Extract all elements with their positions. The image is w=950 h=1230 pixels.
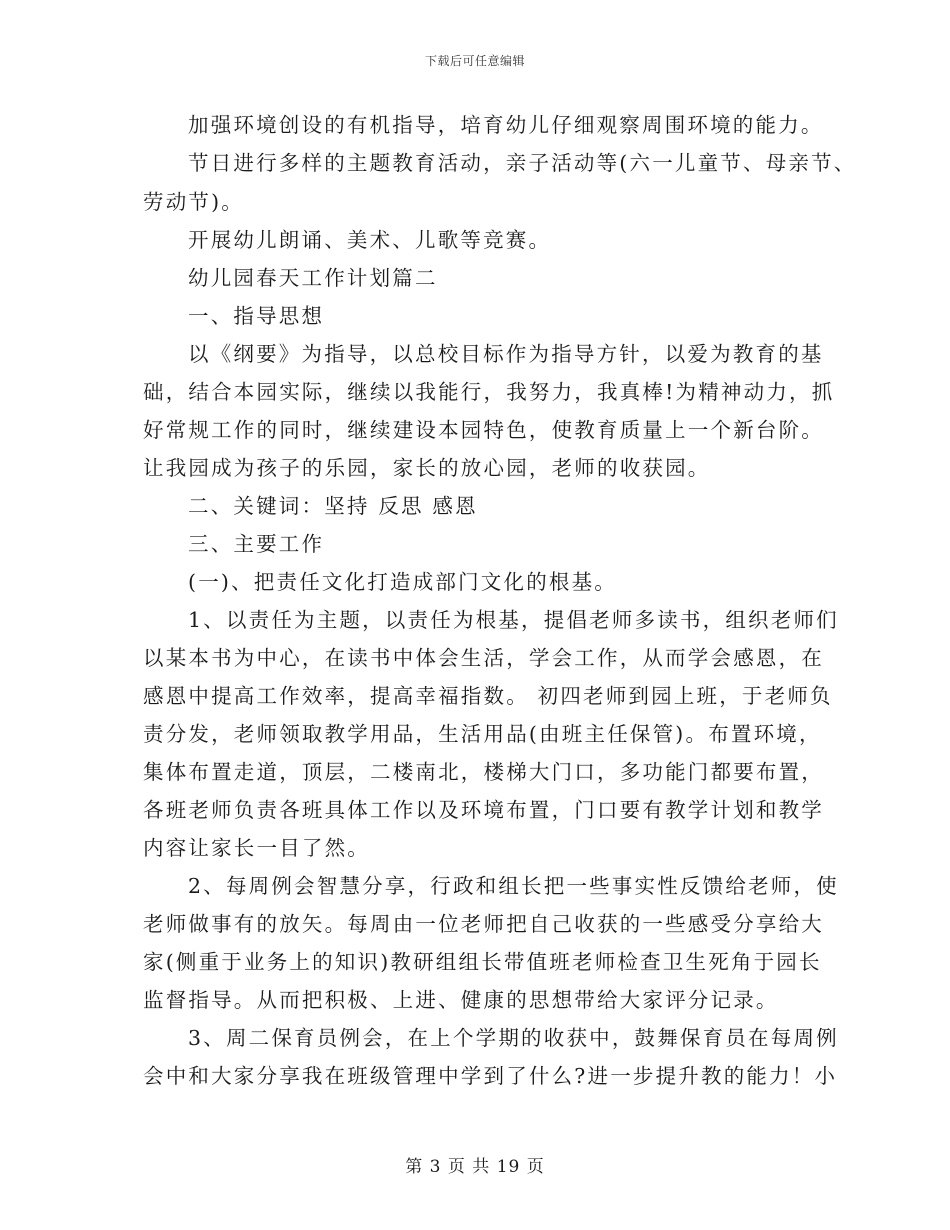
paragraph-line: 责分发，老师领取教学用品，生活用品(由班主任保管)。布置环境，: [143, 722, 822, 746]
page-number-label: 第 3 页 共 19 页: [405, 1157, 545, 1177]
paragraph-line: 2、每周例会智慧分享，行政和组长把一些事实性反馈给老师，使: [188, 874, 839, 898]
paragraph-line: 开展幼儿朗诵、美术、儿歌等竞赛。: [188, 228, 552, 252]
page-header-note: 下载后可任意编辑: [424, 54, 525, 68]
paragraph-line: 感恩中提高工作效率，提高幸福指数。 初四老师到园上班，于老师负: [143, 684, 833, 708]
section-heading: 幼儿园春天工作计划篇二: [188, 266, 438, 290]
paragraph-line: 老师做事有的放矢。每周由一位老师把自己收获的一些感受分享给大: [143, 912, 824, 936]
paragraph-line: 好常规工作的同时，继续建设本园特色，使教育质量上一个新台阶。: [143, 418, 824, 442]
page-number: [0, 1152, 950, 1177]
paragraph-line: 加强环境创设的有机指导，培育幼儿仔细观察周围环境的能力。: [188, 113, 824, 137]
paragraph-line: 监督指导。从而把积极、上进、健康的思想带给大家评分记录。: [143, 988, 779, 1012]
section-heading: 三、主要工作: [188, 532, 325, 556]
paragraph-line: 劳动节)。: [143, 190, 244, 214]
paragraph-line: 会中和大家分享我在班级管理中学到了什么?进一步提升教的能力！小: [143, 1064, 838, 1088]
paragraph-line: 础，结合本园实际，继续以我能行，我努力，我真棒!为精神动力，抓: [143, 380, 835, 404]
section-heading: 二、关键词：坚持 反思 感恩: [188, 494, 478, 518]
paragraph-line: 家(侧重于业务上的知识)教研组组长带值班老师检查卫生死角于园长: [143, 950, 822, 974]
paragraph-line: 让我园成为孩子的乐园，家长的放心园，老师的收获园。: [143, 456, 711, 480]
section-heading: 一、指导思想: [188, 304, 325, 328]
paragraph-line: 各班老师负责各班具体工作以及环境布置，门口要有教学计划和教学: [143, 798, 824, 822]
paragraph-line: 1、以责任为主题，以责任为根基，提倡老师多读书，组织老师们: [188, 608, 839, 632]
paragraph-line: 3、周二保育员例会，在上个学期的收获中，鼓舞保育员在每周例: [188, 1026, 839, 1050]
paragraph-line: 内容让家长一目了然。: [143, 836, 370, 860]
paragraph-line: 节日进行多样的主题教育活动，亲子活动等(六一儿童节、母亲节、: [188, 151, 857, 175]
subsection-heading: (一)、把责任文化打造成部门文化的根基。: [188, 570, 617, 594]
paragraph-line: 以《纲要》为指导，以总校目标作为指导方针，以爱为教育的基: [188, 342, 824, 366]
paragraph-line: 集体布置走道，顶层，二楼南北，楼梯大门口，多功能门都要布置，: [143, 760, 824, 784]
paragraph-line: 以某本书为中心，在读书中体会生活，学会工作，从而学会感恩，在: [143, 646, 824, 670]
